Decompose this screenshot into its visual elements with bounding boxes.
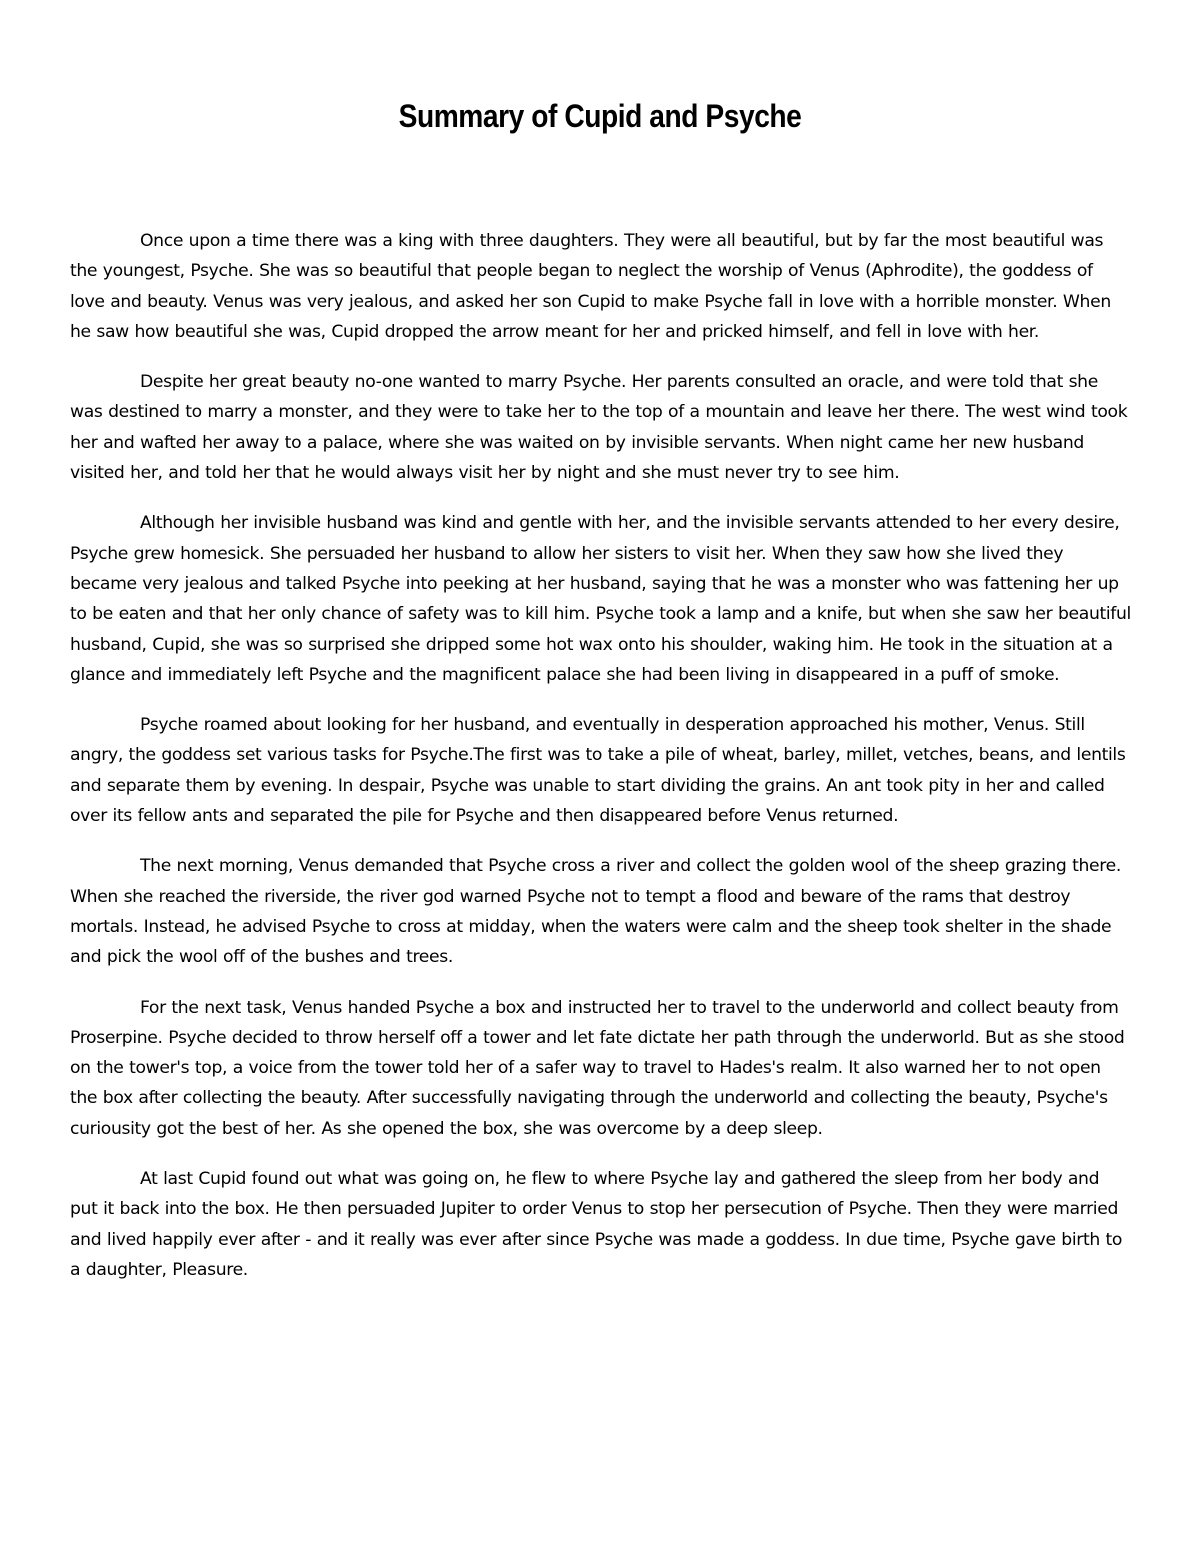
paragraph-6: For the next task, Venus handed Psyche a box and instructed her to travel to the underworld and collect beauty from Proserpine. Psyche decided to throw herself off a tower and let fate dictate her path through the underworld. But as she stood on the tower's top, a voice from the tower told her of a safer way to travel to Hades's realm. It also warned her to not open the box after collecting the beauty. After successfully navigating through the underworld and collecting the beauty, Psyche's curiousity got the best of her. As she opened the box, she was overcome by a deep sleep. [70,997,1125,1139]
paragraph-5: The next morning, Venus demanded that Psyche cross a river and collect the golden wool of the sheep grazing there. When she reached the riverside, the river god warned Psyche not to tempt a flood and beware of the rams that destroy mortals. Instead, he advised Psyche to cross at midday, when the waters were calm and the sheep took shelter in the shade and pick the wool off of the bushes and trees. [70,856,1121,968]
paragraph-1: Once upon a time there was a king with three daughters. They were all beautiful, but by far the most beautiful was the youngest, Psyche. She was so beautiful that people began to neglect the worship of Venus (Aphrodite), the goddess of love and beauty. Venus was very jealous, and asked her son Cupid to make Psyche fall in love with a horrible monster. When he saw how beautiful she was, Cupid dropped the arrow meant for her and pricked himself, and fell in love with her. [70,231,1111,342]
document-body [70,226,1132,1305]
paragraph-3: Although her invisible husband was kind and gentle with her, and the invisible servants attended to her every desire, Psyche grew homesick. She persuaded her husband to allow her sisters to visit her. When they saw how she lived they became very jealous and talked Psyche into peeking at her husband, saying that he was a monster who was fattening her up to be eaten and that her only chance of safety was to kill him. Psyche took a lamp and a knife, but when she saw her beautiful husband, Cupid, she was so surprised she dripped some hot wax onto his shoulder, waking him. He took in the situation at a glance and immediately left Psyche and the magnificent palace she had been living in disappeared in a puff of smoke. [70,513,1131,685]
paragraph-4: Psyche roamed about looking for her husband, and eventually in desperation approached his mother, Venus. Still angry, the goddess set various tasks for Psyche.The first was to take a pile of wheat, barley, millet, vetches, beans, and lentils and separate them by evening. In despair, Psyche was unable to start dividing the grains. An ant took pity in her and called over its fellow ants and separated the pile for Psyche and then disappeared before Venus returned. [70,715,1126,827]
document-title: Summary of Cupid and Psyche [398,98,802,134]
paragraph-7: At last Cupid found out what was going on, he flew to where Psyche lay and gathered the sleep from her body and put it back into the box. He then persuaded Jupiter to order Venus to stop her persecution of Psyche. Then they were married and lived happily ever after - and it really was ever after since Psyche was made a goddess. In due time, Psyche gave birth to a daughter, Pleasure. [70,1169,1123,1280]
paragraph-2: Despite her great beauty no-one wanted to marry Psyche. Her parents consulted an oracle, and were told that she was destined to marry a monster, and they were to take her to the top of a mountain and leave her there. The west wind took her and wafted her away to a palace, where she was waited on by invisible servants. When night came her new husband visited her, and told her that he would always visit her by night and she must never try to see him. [70,372,1128,484]
